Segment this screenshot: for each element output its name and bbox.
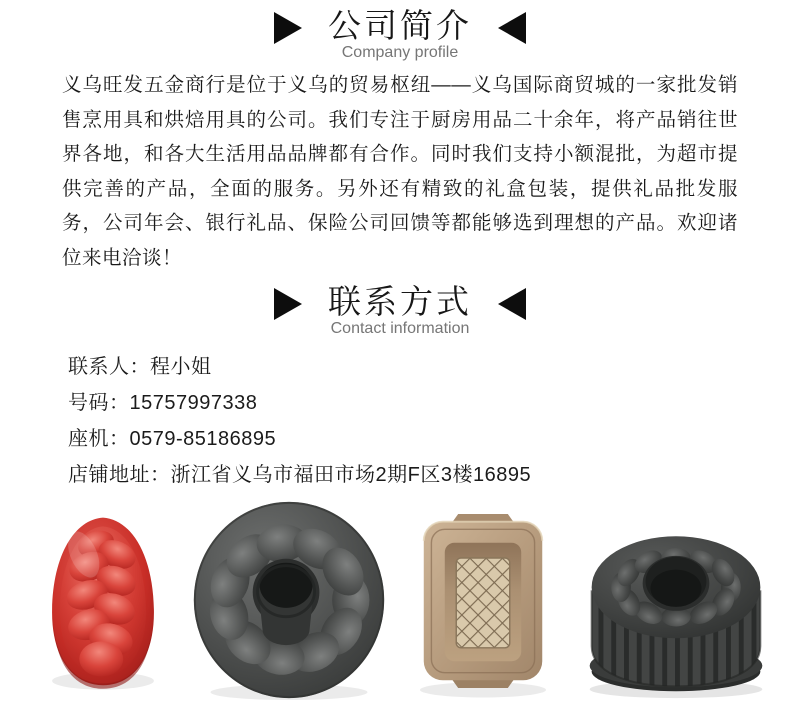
red-braided-loaf-mold-photo — [24, 499, 182, 703]
triangle-left-icon — [498, 288, 526, 320]
company-profile-text: 义乌旺发五金商行是位于义乌的贸易枢纽——义乌国际商贸城的一家批发销售烹用具和烘焙用具的公司。我们专注于厨房用品二十余年，将产品销往世界各地，和各大生活用品品牌都有合作。同时我们支持小额混批，为超市提供完善的产品，全面的服务。另外还有精致的礼盒包装，提供礼品批发服务，公司年会、银行礼品、保险公司回馈等都能够选到理想的产品。欢迎诸位来电洽谈！ — [62, 74, 738, 269]
contact-title: 联系方式 — [328, 283, 472, 320]
champagne-loaf-pan-photo — [397, 499, 569, 703]
company-profile-title: 公司简介 — [328, 7, 472, 44]
triangle-right-icon — [274, 288, 302, 320]
contact-person-row: 联系人：程小姐 — [68, 356, 212, 378]
contact-header — [0, 284, 800, 337]
shop-address-row: 店铺地址：浙江省义乌市福田市场2期F区3楼16895 — [68, 464, 532, 486]
mobile-number-row: 号码：15757997338 — [68, 392, 258, 414]
contact-list — [68, 349, 800, 493]
dark-bundt-wreath-pan-photo — [189, 497, 389, 703]
triangle-left-icon — [498, 12, 526, 44]
contact-subtitle: Contact information — [330, 320, 470, 337]
company-profile-subtitle: Company profile — [341, 44, 459, 61]
landline-number-row: 座机：0579-85186895 — [68, 428, 277, 450]
triangle-right-icon — [274, 12, 302, 44]
product-photo-row — [0, 497, 800, 703]
black-fluted-round-pan-photo — [576, 497, 776, 703]
company-profile-header — [0, 8, 800, 61]
